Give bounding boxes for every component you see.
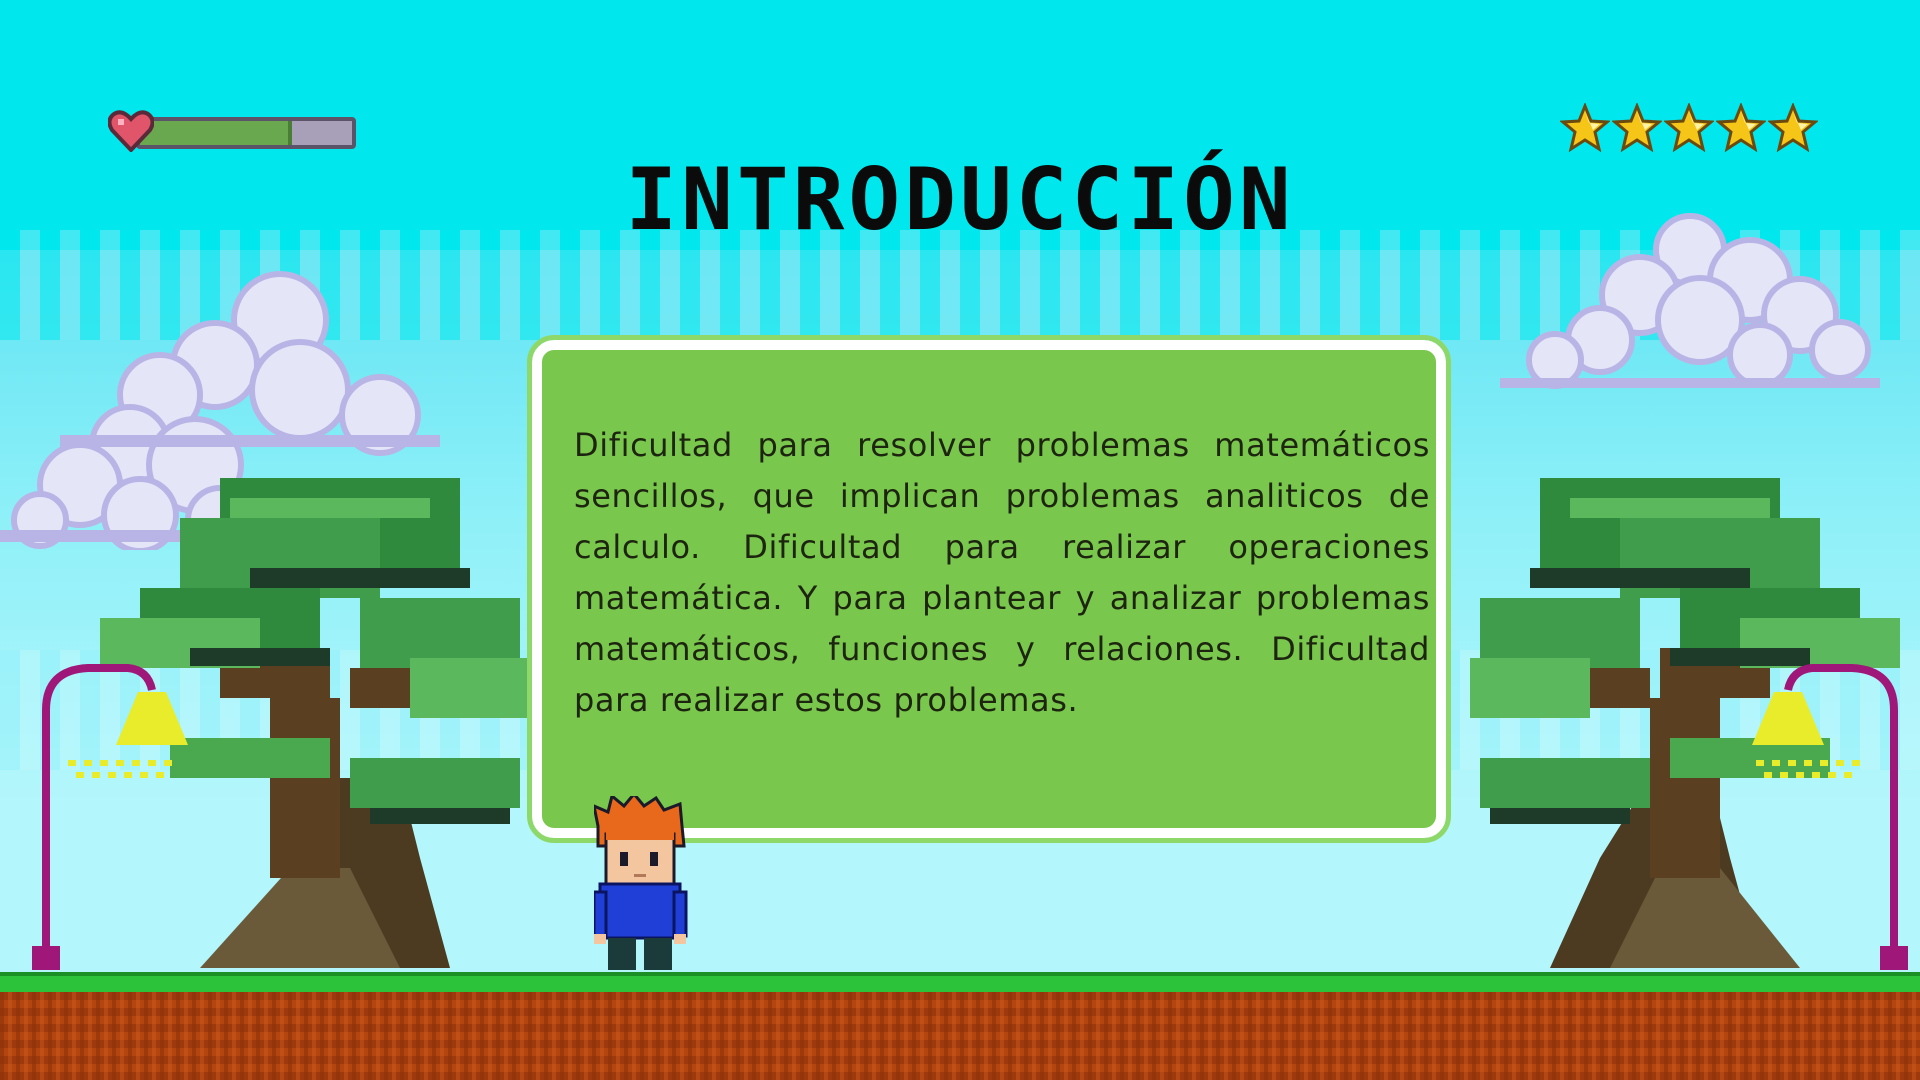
street-lamp-right — [1752, 650, 1912, 975]
star-icon — [1768, 103, 1818, 153]
star-icon — [1612, 103, 1662, 153]
star-icon — [1716, 103, 1766, 153]
health-bar-track — [136, 117, 356, 149]
dialog-text: Dificultad para resolver problemas matemáticos sencillos, que implican problemas analiticos de calculo. Dificultad para realizar operaciones matemática. Y para plantear y analizar problemas matemáticos, funciones y relaciones. Dificultad para realizar estos problemas. — [574, 426, 1430, 719]
star-icon — [1560, 103, 1610, 153]
heart-icon — [108, 110, 154, 152]
page-title: INTRODUCCIÓN — [625, 150, 1295, 250]
player-character — [594, 796, 688, 972]
star-icon — [1664, 103, 1714, 153]
dialog-panel — [532, 340, 1446, 838]
street-lamp-left — [28, 650, 188, 975]
dirt-ground — [0, 992, 1920, 1080]
health-bar — [108, 110, 358, 150]
health-bar-fill — [140, 121, 292, 145]
star-rating — [1560, 103, 1820, 157]
